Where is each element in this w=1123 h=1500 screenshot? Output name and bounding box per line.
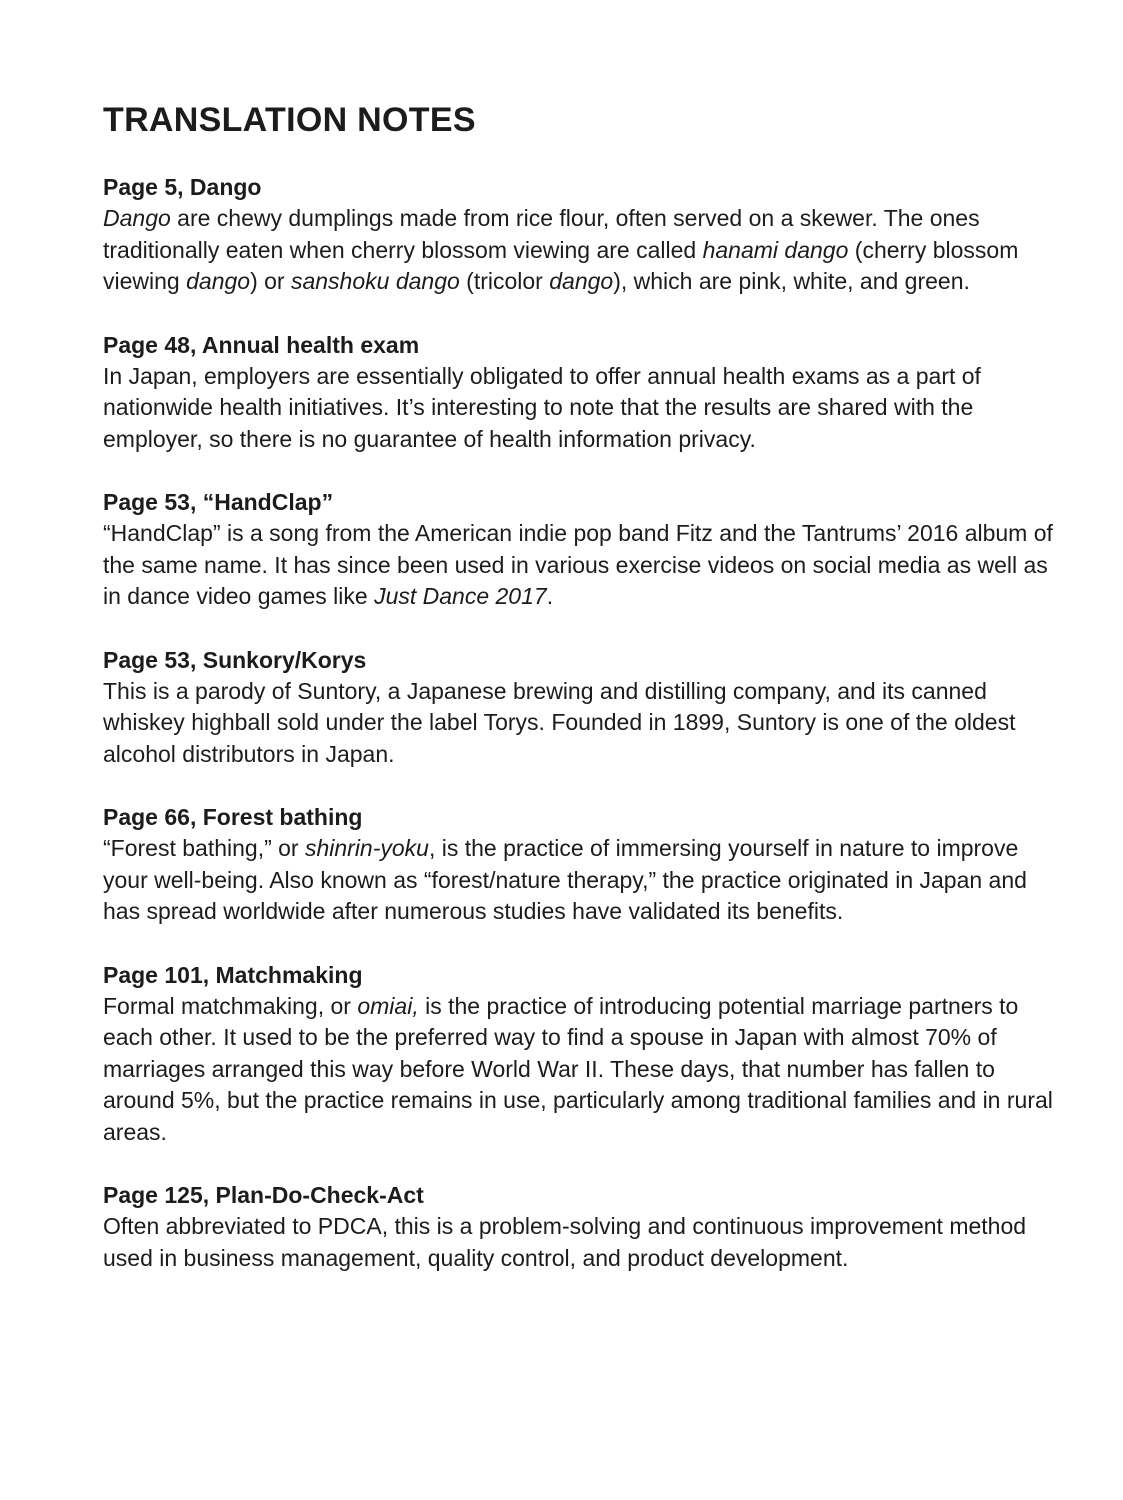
note-body: [103, 833, 1053, 928]
translation-notes-page: [103, 98, 1053, 1306]
notes-list: [103, 172, 1053, 1274]
note-text: (tricolor: [459, 268, 550, 294]
note-heading: Page 53, Sunkory/Korys: [103, 646, 367, 673]
translation-note: [103, 802, 1053, 928]
note-text: (cherry blossom viewing: [103, 236, 1019, 294]
note-body: [103, 518, 1053, 613]
translation-note: [103, 330, 1053, 456]
note-text: are chewy dumplings made from rice flour, often served on a skewer. The ones traditionally eaten when cherry blossom viewing are called: [103, 205, 980, 263]
note-italic-term: hanami dango: [702, 236, 849, 263]
translation-note: [103, 1180, 1053, 1274]
note-italic-term: shinrin-yoku: [304, 835, 429, 861]
note-text: “Forest bathing,” or: [103, 835, 305, 861]
note-text: In Japan, employers are essentially obligated to offer annual health exams as a part of nationwide health initiatives. It’s interesting to note that the results are shared with the employer, so there is no guarantee of health information privacy.: [103, 362, 981, 452]
note-text: “HandClap” is a song from the American indie pop band Fitz and the Tantrums’ 2016 album of the same name. It has since been used in various exercise videos on social media as well as in dance video games like: [103, 520, 1053, 609]
note-heading: Page 5, Dango: [103, 174, 262, 200]
note-body: [103, 1211, 1053, 1274]
note-italic-term: dango: [549, 268, 614, 294]
note-body: [103, 676, 1053, 771]
note-italic-term: Dango: [103, 205, 171, 231]
note-italic-term: sanshoku dango: [290, 268, 460, 294]
note-heading: Page 125, Plan-Do-Check-Act: [103, 1182, 424, 1208]
note-body: [103, 991, 1053, 1149]
note-heading: Page 66, Forest bathing: [103, 804, 363, 830]
note-text: This is a parody of Suntory, a Japanese brewing and distilling company, and its canned whiskey highball sold under the label Torys. Founded in 1899, Suntory is one of the oldest alcohol distributors in Japan.: [103, 677, 1016, 767]
page-title: TRANSLATION NOTES: [103, 101, 476, 139]
note-body: [103, 361, 1053, 456]
note-text: ), which are pink, white, and green.: [613, 268, 970, 294]
note-text: Often abbreviated to PDCA, this is a problem-solving and continuous improvement method used in business management, quality control, and product development.: [103, 1213, 1027, 1271]
note-text: .: [546, 583, 554, 609]
translation-note: [103, 645, 1053, 771]
translation-note: [103, 960, 1053, 1149]
note-heading: Page 48, Annual health exam: [103, 331, 420, 358]
note-body: [103, 203, 1053, 298]
note-heading: Page 101, Matchmaking: [103, 961, 363, 988]
note-italic-term: Just Dance 2017: [374, 583, 547, 609]
note-text: is the practice of introducing potential marriage partners to each other. It used to be the preferred way to find a spouse in Japan with almost 70% of marriages arranged this way before World War II. These days, that number has fallen to around 5%, but the practice remains in use, particularly among traditional families and in rural areas.: [103, 992, 1053, 1145]
note-text: , is the practice of immersing yourself in nature to improve your well-being. Also known as “forest/nature therapy,” the practice originated in Japan and has spread worldwide after numerous studies have validated its benefits.: [103, 835, 1027, 924]
note-italic-term: dango: [186, 268, 251, 294]
note-text: Formal matchmaking, or: [103, 992, 358, 1019]
note-text: ) or: [250, 268, 291, 294]
translation-note: [103, 172, 1053, 298]
note-italic-term: omiai,: [357, 992, 419, 1019]
note-heading: Page 53, “HandClap”: [103, 489, 334, 515]
translation-note: [103, 487, 1053, 613]
